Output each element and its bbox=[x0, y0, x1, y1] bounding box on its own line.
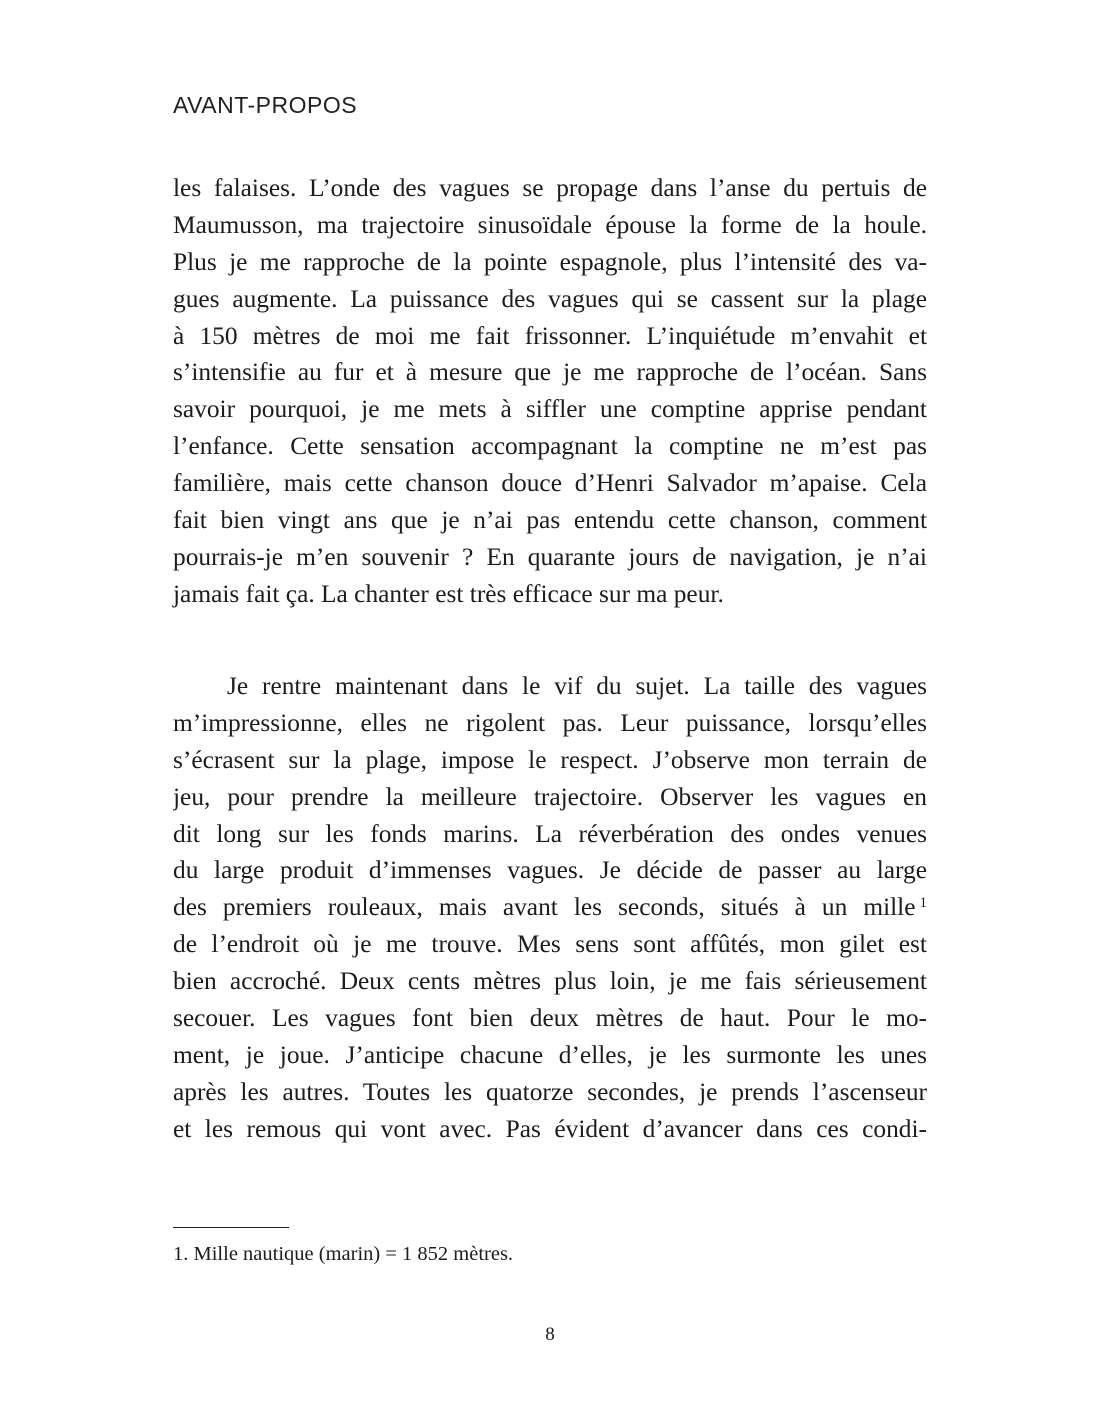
footnote-divider bbox=[173, 1227, 289, 1228]
running-head: AVANT-PROPOS bbox=[173, 92, 358, 118]
text-line: les falaises. L’onde des vagues se propage dans l’anse du pertuis de bbox=[173, 174, 927, 202]
paragraph-1 bbox=[173, 170, 927, 613]
text-line-with-note bbox=[173, 889, 927, 926]
text-line: du large produit d’immenses vagues. Je décide de passer au large bbox=[173, 856, 927, 885]
text-line: familière, mais cette chanson douce d’Henri Salvador m’apaise. Cela bbox=[173, 469, 927, 498]
text-line: jamais fait ça. La chanter est très efficace sur ma peur. bbox=[173, 579, 724, 608]
text-line: pourrais-je m’en souvenir ? En quarante jours de navigation, je n’ai bbox=[173, 542, 927, 571]
text-line: l’enfance. Cette sensation accompagnant la comptine ne m’est pas bbox=[173, 432, 927, 461]
text-line: et les remous qui vont avec. Pas évident d’avancer dans ces condi- bbox=[173, 1114, 927, 1143]
text-line: dit long sur les fonds marins. La réverbération des ondes venues bbox=[173, 819, 927, 848]
text-line: Plus je me rapproche de la pointe espagnole, plus l’intensité des va- bbox=[173, 247, 927, 276]
footnote: 1. Mille nautique (marin) = 1 852 mètres. bbox=[173, 1243, 514, 1265]
text-line: secouer. Les vagues font bien deux mètres de haut. Pour le mo- bbox=[173, 1004, 927, 1033]
text-line: s’intensifie au fur et à mesure que je me rapproche de l’océan. Sans bbox=[173, 358, 927, 387]
text-line: de l’endroit où je me trouve. Mes sens sont affûtés, mon gilet est bbox=[173, 930, 927, 959]
text-line: jeu, pour prendre la meilleure trajectoire. Observer les vagues en bbox=[173, 782, 927, 811]
text-line: à 150 mètres de moi me fait frissonner. L’inquiétude m’envahit et bbox=[173, 321, 927, 350]
text-line: s’écrasent sur la plage, impose le respect. J’observe mon terrain de bbox=[173, 745, 927, 774]
page-number: 8 bbox=[545, 1324, 555, 1345]
text-line: bien accroché. Deux cents mètres plus loin, je me fais sérieusement bbox=[173, 967, 927, 996]
text-line: fait bien vingt ans que je n’ai pas entendu cette chanson, comment bbox=[173, 506, 927, 535]
text-line: gues augmente. La puissance des vagues qui se cassent sur la plage bbox=[173, 284, 927, 313]
text-line: m’impressionne, elles ne rigolent pas. Leur puissance, lorsqu’elles bbox=[173, 708, 927, 737]
text-line: Je rentre maintenant dans le vif du sujet. La taille des vagues bbox=[227, 672, 927, 700]
text-line: des premiers rouleaux, mais avant les seconds, situés à un mille bbox=[173, 893, 916, 922]
text-line: Maumusson, ma trajectoire sinusoïdale épouse la forme de la houle. bbox=[173, 210, 927, 239]
text-line: savoir pourquoi, je me mets à siffler une comptine apprise pendant bbox=[173, 395, 927, 424]
text-line: ment, je joue. J’anticipe chacune d’elles, je les surmonte les unes bbox=[173, 1040, 927, 1069]
paragraph-2 bbox=[173, 668, 927, 1148]
footnote-reference[interactable]: 1 bbox=[919, 895, 927, 912]
text-line: après les autres. Toutes les quatorze secondes, je prends l’ascenseur bbox=[173, 1077, 927, 1106]
